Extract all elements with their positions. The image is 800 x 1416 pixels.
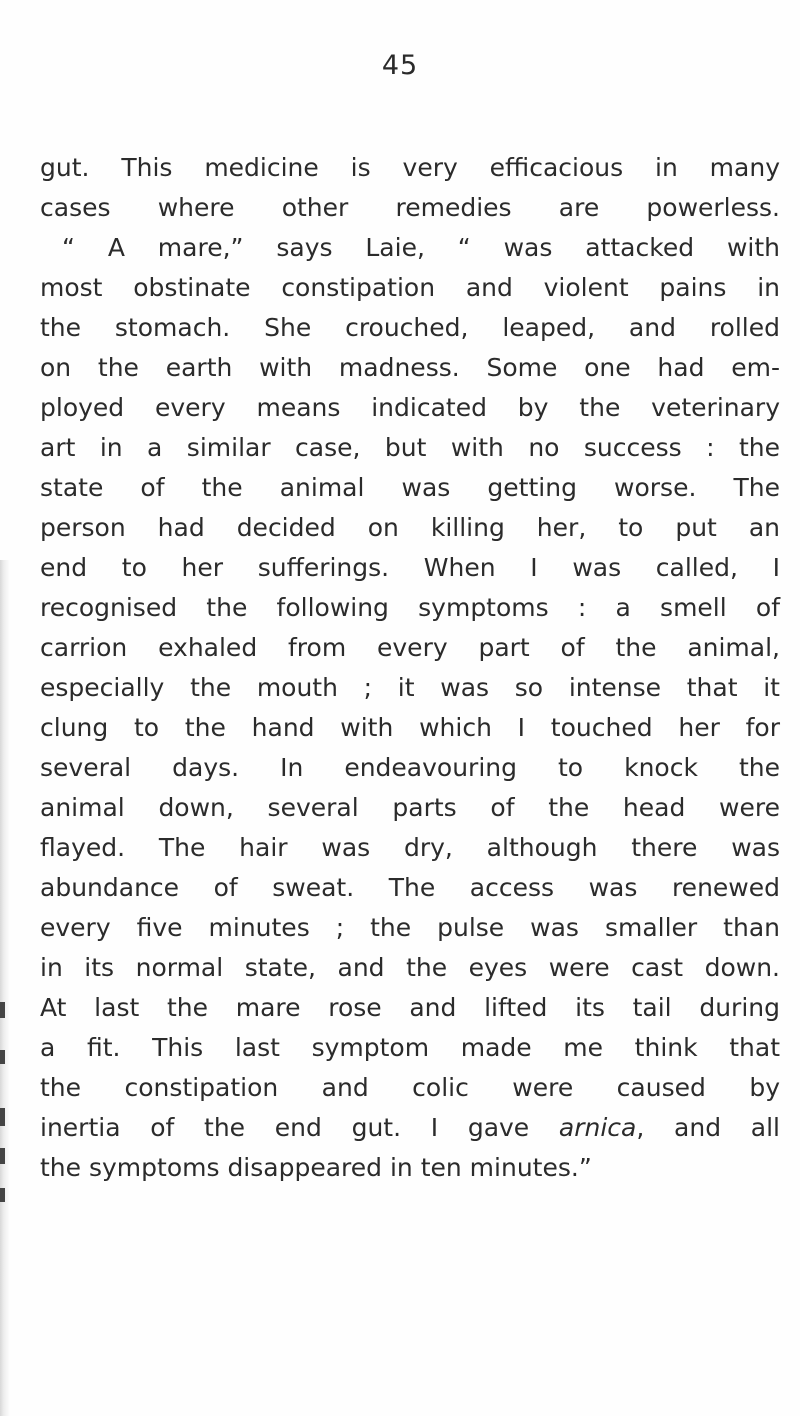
text-line: the stomach. She crouched, leaped, and rolled [40, 313, 780, 342]
text-line: the constipation and colic were caused by [40, 1073, 780, 1102]
text-line: “ A mare,” says Laie, “ was attacked with [62, 233, 780, 262]
text-segment: , and all [636, 1113, 780, 1142]
binding-mark [0, 1148, 5, 1164]
binding-shadow [0, 560, 10, 1416]
text-line: several days. In endeavouring to knock the [40, 753, 780, 782]
text-line: gut. This medicine is very efficacious in many [40, 153, 780, 182]
text-line: art in a similar case, but with no success : the [40, 433, 780, 462]
text-line: abundance of sweat. The access was renewed [40, 873, 780, 902]
text-line: a fit. This last symptom made me think that [40, 1033, 780, 1062]
text-line [40, 1108, 780, 1148]
binding-mark [0, 1108, 5, 1126]
binding-mark [0, 1050, 5, 1064]
text-line: especially the mouth ; it was so intense that it [40, 673, 780, 702]
text-line: person had decided on killing her, to put an [40, 513, 780, 542]
text-line: clung to the hand with which I touched her for [40, 713, 780, 742]
text-line: recognised the following symptoms : a smell of [40, 593, 780, 622]
binding-mark [0, 1002, 5, 1018]
text-line: in its normal state, and the eyes were cast down. [40, 953, 780, 982]
body-text [40, 148, 780, 1188]
text-segment: inertia of the end gut. I gave [40, 1113, 559, 1142]
text-line: the symptoms disappeared in ten minutes.” [40, 1153, 592, 1182]
text-line: cases where other remedies are powerless. [40, 193, 780, 222]
text-line: At last the mare rose and lifted its tail during [40, 993, 780, 1022]
text-line: on the earth with madness. Some one had em- [40, 353, 780, 382]
text-line: end to her sufferings. When I was called, I [40, 553, 780, 582]
text-line: every five minutes ; the pulse was smaller than [40, 913, 780, 942]
text-line: ployed every means indicated by the veterinary [40, 393, 780, 422]
italic-term: arnica [558, 1113, 637, 1142]
binding-mark [0, 1188, 5, 1202]
text-line: flayed. The hair was dry, although there was [40, 833, 780, 862]
text-line: carrion exhaled from every part of the animal, [40, 633, 780, 662]
text-line: state of the animal was getting worse. The [40, 473, 780, 502]
page-number: 45 [381, 50, 419, 81]
text-line: animal down, several parts of the head were [40, 793, 780, 822]
text-line: most obstinate constipation and violent pains in [40, 273, 780, 302]
